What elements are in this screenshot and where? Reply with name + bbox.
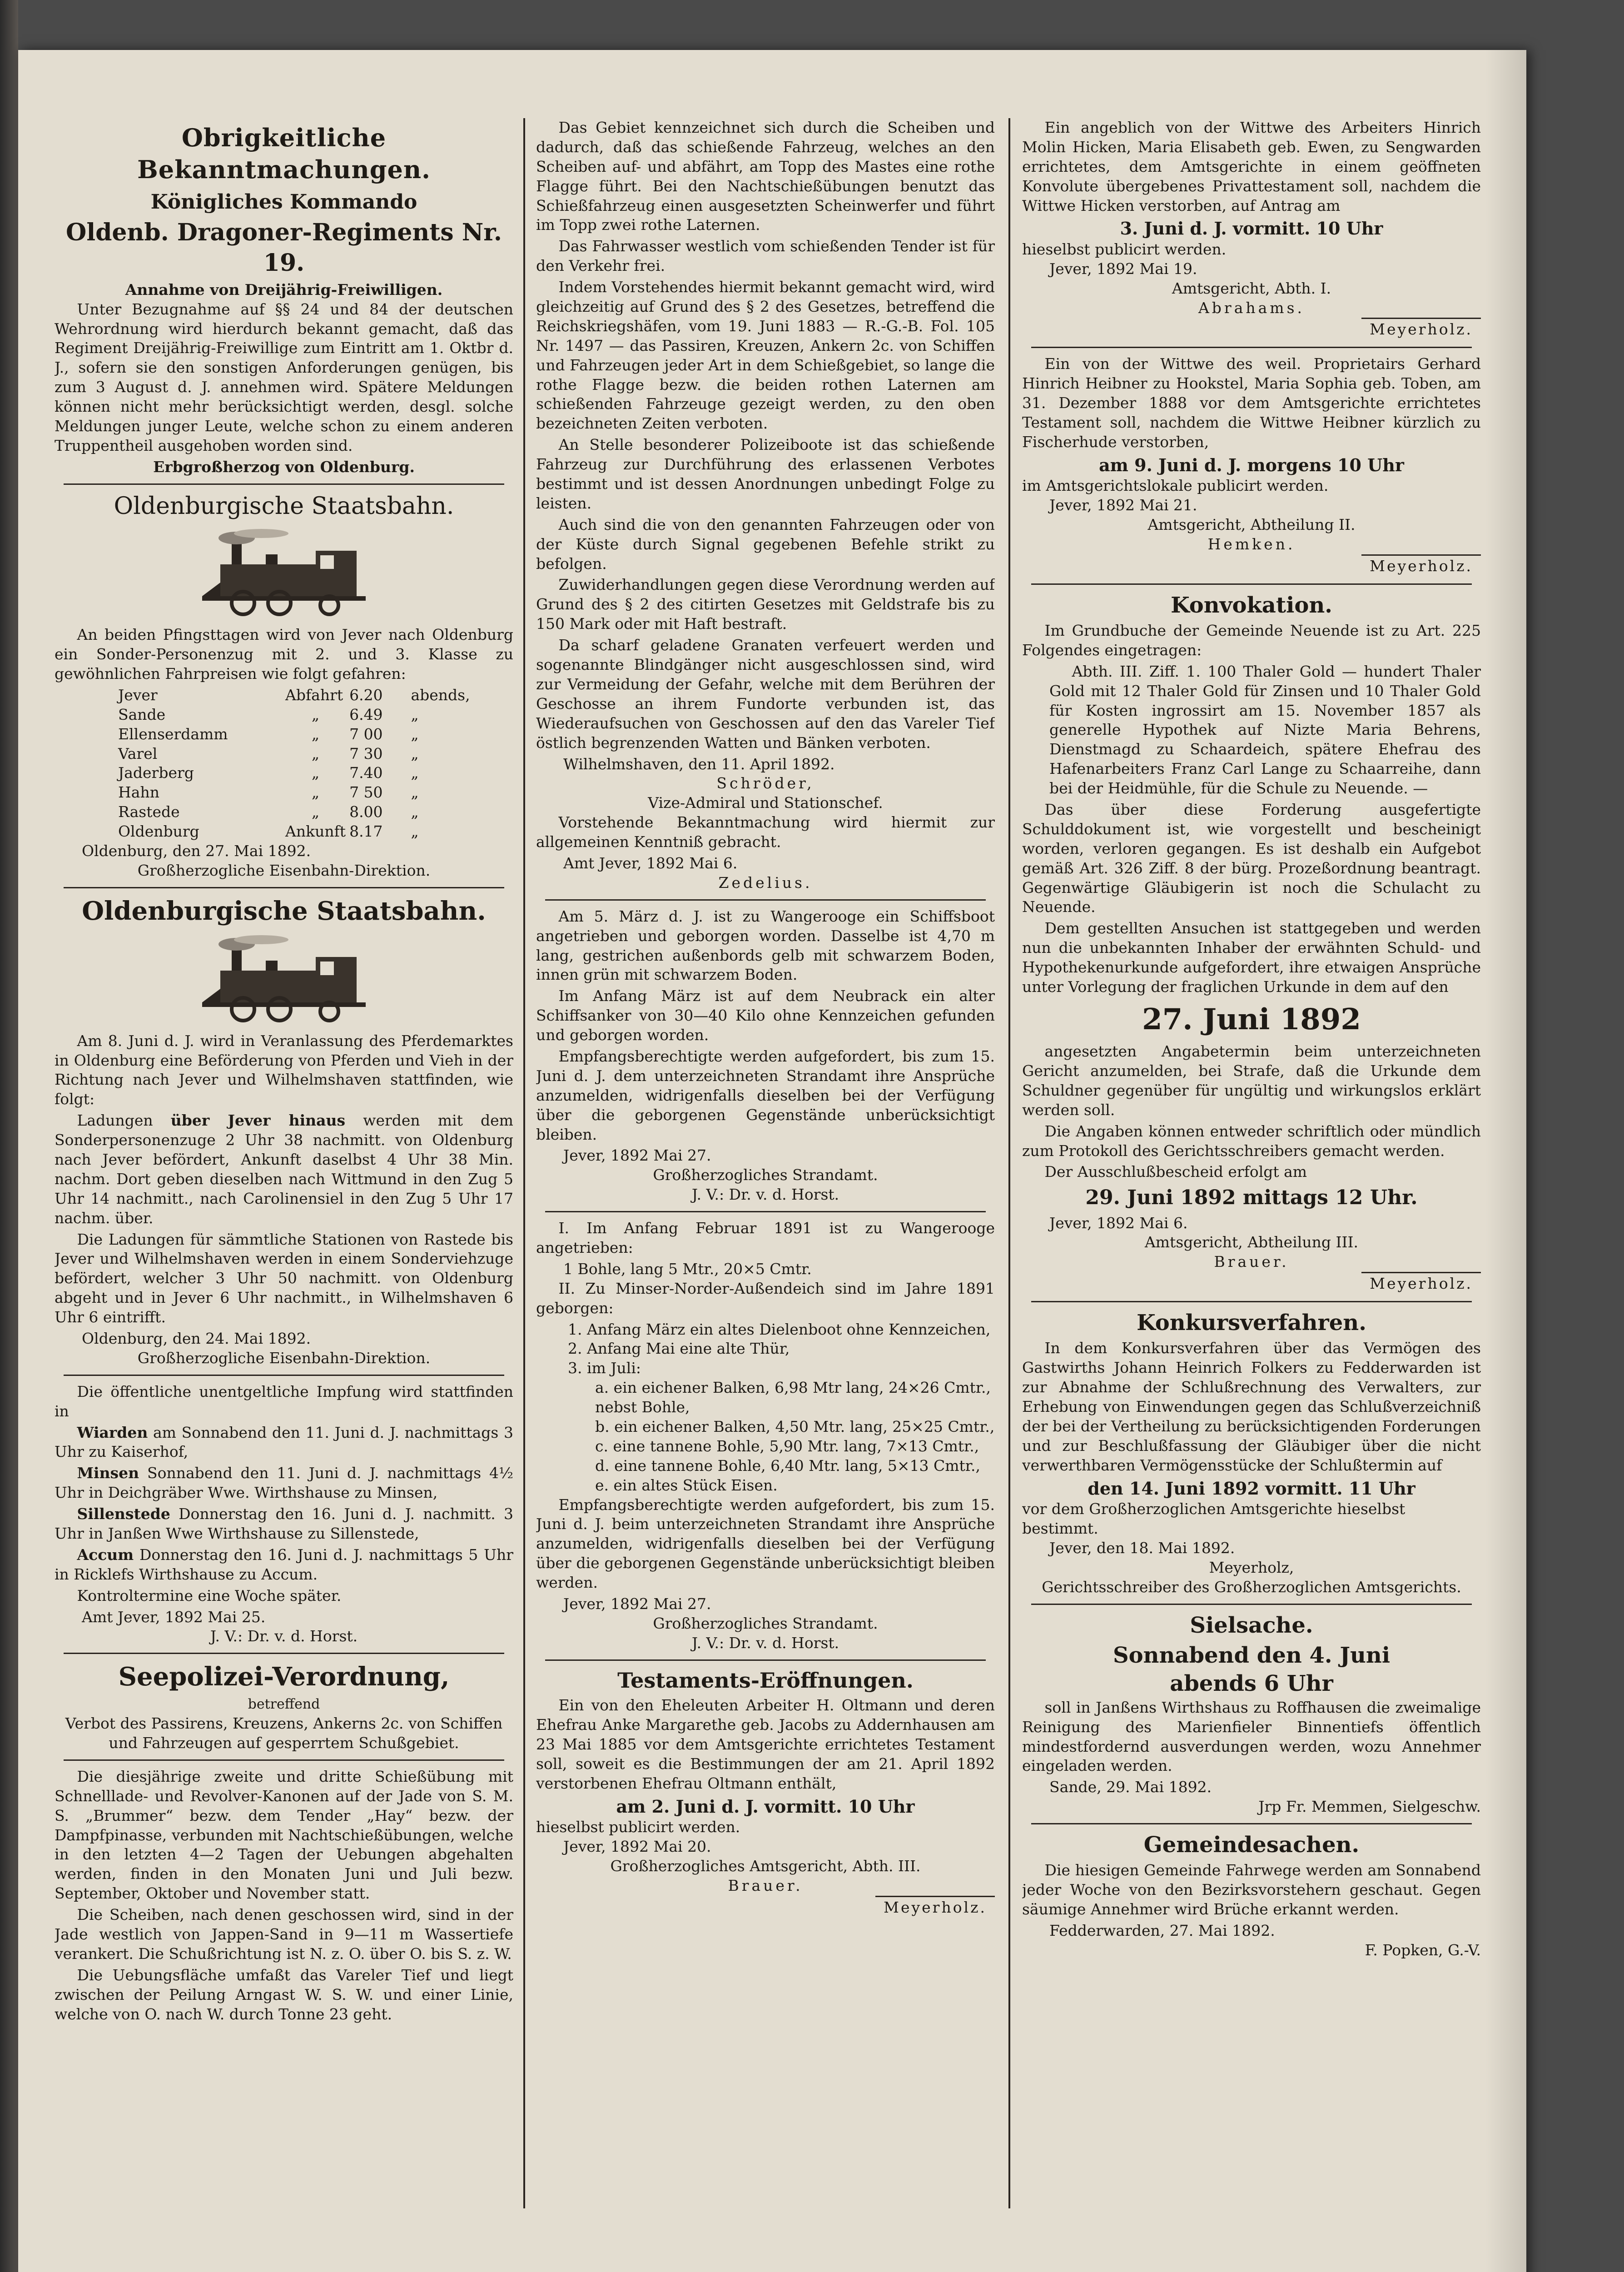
notice-body: im Amtsgerichtslokale publicirt werden. [1022,477,1329,495]
divider [64,1375,504,1376]
register-entry: Abth. III. Ziff. 1. 100 Thaler Gold — hundert Thaler Gold mit 12 Thaler Gold für Zinsen und 10 Thaler Gold für Kosten ingrossirt am 15. November 1857 als generelle Hypothek auf Nizte Maria Behrens, Dienstmagd zu Schaardeich, spätere Ehefrau des Hafenarbeiters Franz Carl Lange zu Schaarreihe, dann bei der Heidmühle, für die Schule zu Neuende. — [1049,662,1481,797]
time-unit: „ [411,744,419,762]
notice-subtitle: betreffend [248,1696,320,1713]
station-name: Jever [118,686,158,704]
notice-seepolizei [55,1660,513,2024]
notice-signature: Hemken. [1207,535,1296,553]
timetable-row [55,686,513,705]
notice-body: Am 5. März d. J. ist zu Wangerooge ein Schiffsboot angetrieben und geborgen worden. Dasselbe ist 4,70 m lang, gestrichen außenbords gelb mit schwarzem Boden, innen grün mit schwarzem Boden. [536,907,995,984]
notice-body: hieselbst publicirt werden. [536,1818,740,1836]
notice-body: Im Grundbuche der Gemeinde Neuende ist zu Art. 225 Folgendes eingetragen: [1022,621,1481,659]
notice-body: Kontroltermine eine Woche später. [77,1586,342,1604]
time-unit: „ [411,822,419,841]
found-items-list [536,1320,995,1495]
station-name: Rastede [118,803,180,821]
hearing-date: 3. Juni d. J. vormitt. 10 Uhr [1120,218,1383,239]
notice-seepolizei-continued [536,118,995,893]
time-unit: „ [411,764,419,782]
column-2 [536,118,995,2227]
notice-signature: Zedelius. [718,873,813,892]
hearing-date: 27. Juni 1892 [1142,1002,1361,1036]
notice-body: Auch sind die von den genannten Fahrzeugen oder von der Küste durch Signal gegebenen Befehle strikt zu befolgen. [536,515,995,573]
notice-date: Jever, 1892 Mai 19. [1049,259,1197,278]
divider [1031,583,1472,585]
time-value: 6.49 [349,705,383,723]
notice-date: Oldenburg, den 24. Mai 1892. [82,1329,311,1347]
divider [64,1653,504,1654]
vaccination-item [55,1545,513,1584]
place-name: Minsen [77,1464,139,1482]
notice-body: Unter Bezugnahme auf §§ 24 und 84 der deutschen Wehrordnung wird hierdurch bekannt gemacht, daß das Regiment Dreijährig-Freiwillige zum Eintritt am 1. Oktbr d. J., sofern sie den sonstigen Anforderungen genügen, bis zum 3 August d. J. annehmen wird. Spätere Meldungen können nicht mehr berücksichtigt werden, desgl. solche Meldungen junger Leute, welche schon zu einem anderen Truppentheil ausgehoben worden sind. [55,300,513,454]
scan-edge [0,0,18,2272]
notice-subtitle: Annahme von Dreijährig-Freiwilligen. [125,280,443,299]
notice-date: Amt Jever, 1892 Mai 6. [563,854,738,872]
notice-title: Königliches Kommando [150,190,417,214]
notice-body [55,1111,513,1228]
notice-body: Empfangsberechtigte werden aufgefordert, bis zum 15. Juni d. J. dem unterzeichneten Strandamt ihre Ansprüche anzumelden, widrigenfalls dieselben bei der Verfügung über die geborgenen Gegenstände unberücksichtigt bleiben. [536,1047,995,1143]
section-heading: Konvokation. [1171,592,1332,618]
notice-body: In dem Konkursverfahren über das Vermögen des Gastwirths Johann Heinrich Folkers zu Fedderwarden ist zur Abnahme der Schlußrechnung des Verwalters, zur Erhebung von Einwendungen gegen das Schlußverzeichniß der bei der Vertheilung zu berücksichtigenden Forderungen und zur Beschlußfassung der Gläubiger über die nicht verwerthbaren Vermögensstücke der Schlußtermin auf [1022,1339,1481,1474]
time-value: 7.40 [349,764,383,782]
section-heading: Obrigkeitliche Bekanntmachungen. [137,123,431,184]
timetable-row [55,822,513,842]
notice-impfung [55,1382,513,1647]
notice-signature: Brauer. [1214,1253,1289,1271]
notice-date: Jever, 1892 Mai 27. [563,1595,711,1613]
clerk-signature: Meyerholz. [1361,554,1481,577]
divider [1031,1301,1472,1302]
notice-body: Zuwiderhandlungen gegen diese Verordnung werden auf Grund des § 2 des citirten Gesetzes mit Geldstrafe bis zu 150 Mark oder mit Haft bestraft. [536,576,995,633]
departure-mark: „ [311,764,320,782]
notice-gemeinde [1022,1831,1481,1960]
notice-signature: Großherzogliches Strandamt. [653,1166,878,1184]
place-name: Sillenstede [77,1505,170,1523]
notice-signature: Amtsgericht, Abtheilung III. [1144,1233,1359,1251]
notice-konkurs [1022,1309,1481,1597]
arrival-mark: Ankunft [285,822,346,841]
notice-body: vor dem Großherzoglichen Amtsgerichte hieselbst bestimmt. [1022,1500,1405,1537]
notice-title: Oldenburgische Staatsbahn. [114,492,454,520]
time-value: 7 30 [349,744,383,762]
notice-body: angesetzten Angabetermin beim unterzeichneten Gericht anzumelden, bei Strafe, daß die Urkunde dem Schuldner gegenüber für ungültig und wirkungslos erklärt werden soll. [1022,1042,1481,1119]
notice-body: Das über diese Forderung ausgefertigte Schulddokument ist, wie vorgestellt und bescheinigt worden, verloren gegangen. Es ist deshalb ein Aufgebot gemäß Art. 326 Ziff. 8 der bürg. Prozeßordnung beantragt. Gegenwärtige Gläubigerin ist noch die Schulacht zu Neuende. [1022,801,1481,916]
station-name: Sande [118,705,166,723]
notice-body: Die öffentliche unentgeltliche Impfung wird stattfinden in [55,1382,513,1420]
time-value: 7 00 [349,725,383,743]
list-item: d. eine tannene Bohle, 6,40 Mtr. lang, 5×13 Cmtr., [595,1456,980,1475]
notice-date: Jever, 1892 Mai 21. [1049,496,1197,514]
divider [64,483,504,485]
timetable-row [55,725,513,744]
list-item: 1 Bohle, lang 5 Mtr., 20×5 Cmtr. [563,1260,812,1278]
section-heading: Testaments-Eröffnungen. [617,1668,914,1693]
time-value: 6.20 [349,686,383,704]
notice-date: Oldenburg, den 27. Mai 1892. [82,842,311,860]
divider [64,1759,504,1761]
notice-testament-2 [1022,118,1481,340]
text: Donnerstag den 16. Juni d. J. nachmittags 5 Uhr in Ricklefs Wirthshause zu Accum. [55,1545,513,1583]
place-name: Wiarden [77,1423,148,1441]
timetable-row [55,763,513,783]
notice-signature: F. Popken, G.-V. [1365,1941,1481,1959]
notice-date: Jever, 1892 Mai 6. [1049,1214,1188,1232]
column-1 [55,118,513,2227]
place-name: Accum [77,1545,134,1564]
notice-signature: J. V.: Dr. v. d. Horst. [210,1627,358,1645]
list-item: 2. Anfang Mai eine alte Thür, [568,1340,790,1358]
departure-mark: „ [311,725,320,743]
notice-body: I. Im Anfang Februar 1891 ist zu Wangerooge angetrieben: [536,1219,995,1256]
newspaper-page [18,50,1526,2272]
divider [1031,347,1472,348]
locomotive-icon [193,528,375,619]
notice-kommando [55,189,513,477]
notice-body: II. Zu Minser-Norder-Außendeich sind im Jahre 1891 geborgen: [536,1279,995,1317]
timetable [55,686,513,842]
notice-body: Ein angeblich von der Wittwe des Arbeiters Hinrich Molin Hicken, Maria Elisabeth geb. Ewen, zu Sengwarden errichtetes, dem Amtsgerichte in einem geöffneten Konvolute übergebenes Privattestament soll, nachdem die Wittwe Hicken verstorben, auf Antrag am [1022,119,1481,214]
notice-body: Die diesjährige zweite und dritte Schießübung mit Schnelllade- und Revolver-Kanonen auf der Jade von S. M. S. „Brummer“ bezw. dem Tender „Hay“ bezw. der Dampfpinasse, verbunden mit Nachtschießübungen, welche in den letzten 4—2 Tagen der Uebungen abgehalten werden, finden in den Monaten Juni und Juli bezw. September, Oktober und November statt. [55,1767,513,1903]
time-unit: „ [411,725,419,743]
notice-body: Im Anfang März ist auf dem Neubrack ein alter Schiffsanker von 30—40 Kilo ohne Kennzeichen gefunden und geborgen worden. [536,987,995,1044]
notice-body: Ein von den Eheleuten Arbeiter H. Oltmann und deren Ehefrau Anke Margarethe geb. Jacobs zu Addernhausen am 23 Mai 1885 vor dem Amtsgerichte errichtetes Testament soll, soweit es die Bestimmungen der am 21. April 1892 verstorbenen Ehefrau Oltmann enthält, [536,1696,995,1793]
time-unit: „ [411,783,419,802]
section-heading: Konkursverfahren. [1137,1310,1366,1336]
notice-strandamt-2 [536,1219,995,1653]
departure-mark: „ [311,705,320,723]
departure-mark: „ [311,783,320,802]
departure-mark: „ [311,803,320,821]
text: werden mit dem Sonderpersonenzuge 2 Uhr 38 nachmitt. von Oldenburg nach Jever befördert, Ankunft daselbst 4 Uhr 38 Min. nachm. Dort geben dieselben nach Wittmund in den Zug 5 Uhr 14 nachmitt., nach Carolinensiel in den Zug 5 Uhr 17 nachm. über. [55,1111,513,1227]
column-rule [523,118,525,2208]
timetable-row [55,783,513,802]
text: Sonnabend den 11. Juni d. J. nachmittags 4½ Uhr in Deichgräber Wwe. Wirthshause zu Minsen, [55,1464,513,1502]
text: Ladungen [77,1111,153,1130]
timetable-row [55,802,513,822]
timetable-row [55,705,513,725]
notice-signature: J. V.: Dr. v. d. Horst. [691,1634,839,1652]
notice-body: Der Ausschlußbescheid erfolgt am [1044,1163,1307,1181]
notice-testament-1 [536,1667,995,1918]
notice-body: Die Uebungsfläche umfaßt das Vareler Tief und liegt zwischen der Peilung Arngast W. S. W. und einer Linie, welche von O. nach W. durch Tonne 23 geht. [55,1966,513,2023]
station-name: Varel [118,744,158,762]
section-heading: Gemeindesachen. [1143,1832,1360,1858]
divider [545,1211,986,1212]
notice-signature: Abrahams. [1198,299,1305,317]
notice-title: Oldenburgische Staatsbahn. [82,896,486,926]
notice-signature: Amtsgericht, Abth. I. [1172,279,1331,297]
notice-body: Das Fahrwasser westlich vom schießenden Tender ist für den Verkehr frei. [536,237,995,275]
vaccination-item [55,1505,513,1544]
divider [545,899,986,901]
notice-body: Da scharf geladene Granaten verfeuert werden und sogenannte Blindgänger nicht ausgeschlossen sind, wird zur Vermeidung der Gefahr, welche mit dem Berühren der Geschosse an ihrem Fundorte verbunden ist, das Wiederaufsuchen von Geschossen auf den das Vareler Tief östlich begrenzenden Watten und Bänken verboten. [536,636,995,752]
notice-date: Sande, 29. Mai 1892. [1049,1778,1212,1796]
notice-signature: Großherzogliches Amtsgericht, Abth. III. [610,1857,921,1875]
notice-body: An Stelle besonderer Polizeiboote ist das schießende Fahrzeug zur Durchführung des erlassenen Verbotes bestimmt und ist dessen Anordnungen unbedingt Folge zu leisten. [536,436,995,512]
notice-body: Die Angaben können entweder schriftlich oder mündlich zum Protokoll des Gerichtsschreibers gemacht werden. [1022,1122,1481,1160]
notice-bahn-2 [55,895,513,1368]
hearing-date: 29. Juni 1892 mittags 12 Uhr. [1085,1186,1418,1210]
time-value: 8.00 [349,803,383,821]
emphasis: über Jever hinaus [170,1111,346,1130]
notice-signature-title: Vize-Admiral und Stationschef. [648,794,883,812]
station-name: Hahn [118,783,159,802]
divider [545,1659,986,1661]
list-item: 3. im Juli: [568,1359,641,1377]
notice-body: Das Gebiet kennzeichnet sich durch die Scheiben und dadurch, daß das schießende Fahrzeug, welches an den Scheiben auf- und abfährt, am Topp des Mastes eine rothe Flagge führt. Bei den Nachtschießübungen benutzt das Schießfahrzeug einen ausgesetzten Scheinwerfer und führt im Topp zwei rothe Laternen. [536,119,995,234]
notice-body: Dem gestellten Ansuchen ist stattgegeben und werden nun die unbekannten Inhaber der erwähnten Schuld- und Hypothekenurkunde aufgefordert, ihre etwaigen Ansprüche unter Vorlegung der fraglichen Urkunde in dem auf den [1022,919,1481,996]
list-item: 1. Anfang März ein altes Dielenboot ohne Kennzeichen, [568,1320,991,1338]
vaccination-item [55,1423,513,1462]
notice-date: Jever, 1892 Mai 20. [563,1838,711,1856]
notice-date: Jever, 1892 Mai 27. [563,1146,711,1165]
time-unit: „ [411,803,419,821]
notice-signature: Amtsgericht, Abtheilung II. [1147,515,1356,533]
page-shadow [1485,50,1526,2272]
notice-body: Empfangsberechtigte werden aufgefordert, bis zum 15. Juni d. J. beim unterzeichneten Strandamt ihre Ansprüche anzumelden, widrigenfalls dieselben bei der Verfügung über die geborgenen Gegenstände unberücksichtigt bleiben werden. [536,1495,995,1592]
hearing-date: am 9. Juni d. J. morgens 10 Uhr [1099,454,1404,475]
section-heading: Sielsache. [1190,1612,1313,1638]
event-time: abends 6 Uhr [1170,1671,1333,1697]
time-unit: „ [411,705,419,723]
text: Donnerstag den 16. Juni d. J. nachmitt. 3 Uhr in Janßen Wwe Wirthshause zu Sillenstede, [55,1505,513,1542]
departure-mark: Abfahrt [285,686,343,704]
notice-body: Die hiesigen Gemeinde Fahrwege werden am Sonnabend jeder Woche von den Bezirksvorstehern geschaut. Gegen säumige Annehmer wird Brüche erkannt werden. [1022,1861,1481,1918]
notice-body: hieselbst publicirt werden. [1022,240,1227,258]
notice-body: Vorstehende Bekanntmachung wird hiermit zur allgemeinen Kenntniß gebracht. [536,813,995,851]
station-name: Jaderberg [118,764,194,782]
notice-body: An beiden Pfingsttagen wird von Jever nach Oldenburg ein Sonder-Personenzug mit 2. und 3. Klasse zu gewöhnlichen Fahrpreisen wie folgt gefahren: [55,626,513,683]
notice-testament-3 [1022,354,1481,577]
notice-body: Am 8. Juni d. J. wird in Veranlassung des Pferdemarktes in Oldenburg eine Beförderung von Pferden und Vieh in der Richtung nach Jever und Wilhelmshaven stattfinden, wie folgt: [55,1031,513,1108]
notice-signature: J. V.: Dr. v. d. Horst. [691,1186,839,1204]
notice-body: Ein von der Wittwe des weil. Proprietairs Gerhard Hinrich Heibner zu Hookstel, Maria Sophia geb. Toben, am 31. Dezember 1888 vor dem Amtsgerichte errichtetes Testament soll, nachdem die Wittwe Heibner kürzlich zu Fischerhude verstorben, [1022,355,1481,451]
time-unit: abends, [411,686,470,704]
list-item: a. ein eichener Balken, 6,98 Mtr lang, 24×26 Cmtr., nebst Bohle, [595,1379,991,1416]
clerk-signature: Meyerholz. [1361,318,1481,340]
notice-signature: Erbgroßherzog von Oldenburg. [153,458,415,476]
text: am Sonnabend den 11. Juni d. J. nachmittags 3 Uhr zu Kaiserhof, [55,1423,513,1461]
divider [1031,1823,1472,1824]
departure-mark: „ [311,744,320,762]
column-rule [1008,118,1010,2208]
notice-subtitle: Verbot des Passirens, Kreuzens, Ankerns 2c. von Schiffen und Fahrzeugen auf gesperrtem Schußgebiet. [65,1714,503,1752]
notice-sielsache [1022,1611,1481,1817]
notice-signature: Jrp Fr. Memmen, Sielgeschw. [1258,1798,1481,1816]
notice-signature: Großherzogliche Eisenbahn-Direktion. [137,861,431,879]
locomotive-icon [193,934,375,1025]
notice-signature: Brauer. [728,1877,803,1894]
list-item: e. ein altes Stück Eisen. [595,1476,778,1494]
timetable-row [55,744,513,764]
station-name: Oldenburg [118,822,199,841]
notice-signature: Meyerholz, [1209,1558,1294,1576]
notice-date: Fedderwarden, 27. Mai 1892. [1049,1922,1275,1940]
vaccination-item [55,1464,513,1503]
notice-signature: Großherzogliches Strandamt. [653,1614,878,1632]
notice-bahn-1 [55,491,513,881]
notice-body: soll in Janßens Wirthshaus zu Roffhausen die zweimalige Reinigung des Marienfieler Binnentiefs öffentlich mindestfordernd ausverdungen werden, wozu Annehmer eingeladen werden. [1022,1698,1481,1775]
time-value: 8.17 [349,822,383,841]
clerk-signature: Meyerholz. [875,1896,995,1918]
notice-date: Wilhelmshaven, den 11. April 1892. [563,755,835,773]
list-item: c. eine tannene Bohle, 5,90 Mtr. lang, 7×13 Cmtr., [595,1437,979,1455]
notice-title: Oldenb. Dragoner-Regiments Nr. 19. [66,218,502,277]
clerk-signature: Meyerholz. [1361,1272,1481,1295]
notice-date: Jever, den 18. Mai 1892. [1049,1539,1235,1557]
notice-body: Die Scheiben, nach denen geschossen wird, sind in der Jade westlich von Jappen-Sand in 9—11 m Wassertiefe verankert. Die Schußrichtung ist N. z. O. über O. bis S. z. W. [55,1906,513,1963]
event-date: Sonnabend den 4. Juni [1112,1642,1391,1668]
time-value: 7 50 [349,783,383,802]
notice-signature: Gerichtsschreiber des Großherzoglichen Amtsgerichts. [1042,1578,1461,1596]
divider [64,887,504,888]
notice-strandamt-1 [536,907,995,1205]
notice-date: Amt Jever, 1892 Mai 25. [82,1608,266,1626]
divider [1031,1604,1472,1605]
notice-signature: Schröder, [716,774,814,792]
column-3 [1022,118,1481,2227]
notice-konvokation [1022,591,1481,1295]
notice-body: Indem Vorstehendes hiermit bekannt gemacht wird, wird gleichzeitig auf Grund des § 2 des Gesetzes, betreffend die Reichskriegshäfen, vom 19. Juni 1883 — R.-G.-B. Fol. 105 Nr. 1497 — das Passiren, Kreuzen, Ankern 2c. von Schiffen und Fahrzeugen jeder Art in dem Schießgebiet, so lange die rothe Flagge bezw. die beiden rothen Laternen am schießenden Fahrzeuge gezeigt werden, zu den oben bezeichneten Zeiten verboten. [536,278,995,433]
notice-title: Seepolizei-Verordnung, [118,1662,450,1692]
hearing-date: am 2. Juni d. J. vormitt. 10 Uhr [616,1796,915,1817]
notice-signature: Großherzogliche Eisenbahn-Direktion. [137,1349,431,1367]
list-item: b. ein eichener Balken, 4,50 Mtr. lang, 25×25 Cmtr., [595,1418,995,1435]
notice-body: Die Ladungen für sämmtliche Stationen von Rastede bis Jever und Wilhelmshaven werden in einem Sonderviehzuge befördert, welcher 3 Uhr 50 nachmitt. von Oldenburg abgeht und in Jever 6 Uhr nachmitt., in Wilhelmshaven 6 Uhr 6 eintrifft. [55,1230,513,1326]
station-name: Ellenserdamm [118,725,228,743]
hearing-date: den 14. Juni 1892 vormitt. 11 Uhr [1088,1478,1415,1499]
